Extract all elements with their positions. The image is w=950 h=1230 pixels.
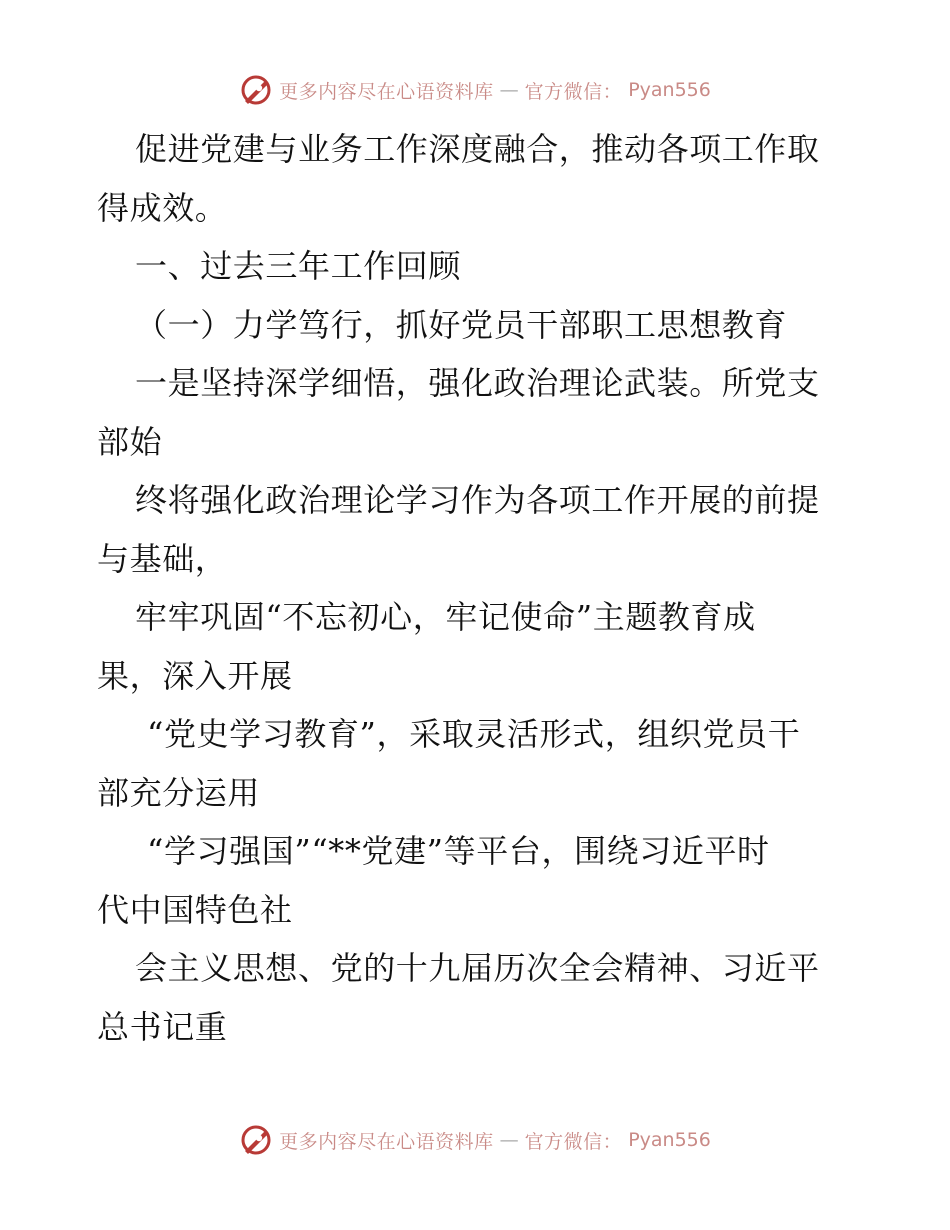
body-line: “党史学习教育”，采取灵活形式，组织党员干	[147, 715, 801, 753]
watermark-id: Pyan556	[628, 1129, 711, 1151]
document-body	[97, 120, 857, 1056]
body-line: 得成效。	[97, 188, 228, 227]
body-line: 牢牢巩固“不忘初心，牢记使命”主题教育成	[135, 598, 756, 636]
watermark-text: 更多内容尽在心语资料库	[279, 1130, 494, 1153]
body-line: 部充分运用	[97, 773, 261, 812]
section-heading: 一、过去三年工作回顾	[135, 247, 462, 285]
body-line: 一是坚持深学细悟，强化政治理论武装。所党支	[135, 364, 820, 402]
watermark-id: Pyan556	[628, 79, 711, 101]
body-line: 与基础，	[97, 539, 228, 578]
body-line: 促进党建与业务工作深度融合，推动各项工作取	[135, 130, 820, 168]
logo-pen-icon	[239, 1123, 273, 1157]
body-line: 果，深入开展	[97, 656, 293, 695]
watermark-separator: —	[499, 1129, 519, 1151]
subsection-heading: （一）力学笃行，抓好党员干部职工思想教育	[135, 305, 788, 344]
body-line: 代中国特色社	[97, 890, 293, 929]
body-line: 终将强化政治理论学习作为各项工作开展的前提	[135, 481, 820, 519]
watermark-contact: 官方微信：	[524, 80, 623, 103]
watermark-contact: 官方微信：	[524, 1130, 623, 1153]
body-line: 总书记重	[97, 1007, 228, 1046]
body-line: 会主义思想、党的十九届历次全会精神、习近平	[135, 949, 820, 987]
logo-pen-icon	[239, 73, 273, 107]
body-line: 部始	[97, 422, 163, 461]
watermark-separator: —	[499, 79, 519, 101]
header-watermark	[0, 70, 950, 110]
body-line: “学习强国”“**党建”等平台，围绕习近平时	[147, 832, 770, 870]
watermark-text: 更多内容尽在心语资料库	[279, 80, 494, 103]
footer-watermark	[0, 1120, 950, 1160]
